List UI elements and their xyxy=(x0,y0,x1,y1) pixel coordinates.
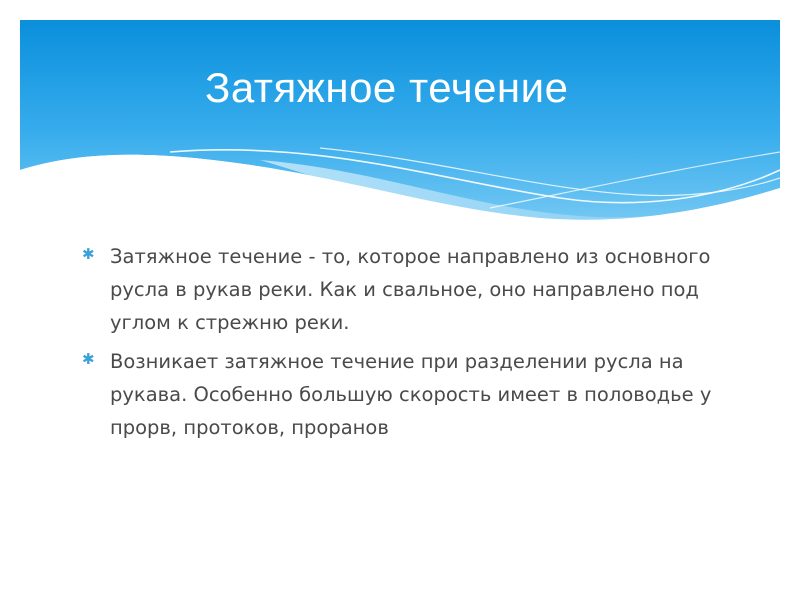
bullet-text: Затяжное течение - то, которое направлено из основного русла в рукав реки. Как и свальное, оно направлено под углом к стрежню реки. xyxy=(110,245,711,334)
bullet-item xyxy=(82,240,722,339)
bullet-list xyxy=(82,240,722,444)
bullet-text: Возникает затяжное течение при разделении русла на рукава. Особенно большую скорость имеет в половодье у прорв, протоков, проранов xyxy=(110,350,712,439)
asterisk-bullet-icon: ✱ xyxy=(82,350,95,368)
slide-body xyxy=(82,240,722,450)
header-wave-banner xyxy=(20,20,780,235)
bullet-item xyxy=(82,345,722,444)
asterisk-bullet-icon: ✱ xyxy=(82,245,95,263)
slide-title: Затяжное течение xyxy=(205,64,569,111)
